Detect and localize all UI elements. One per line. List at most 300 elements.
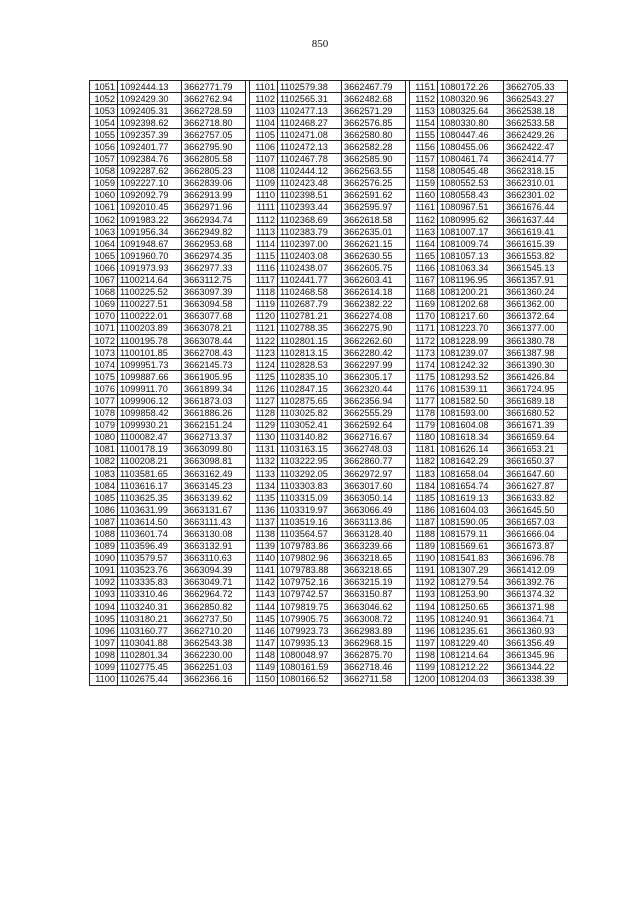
y-coordinate-cell: 3661426.84 (504, 371, 568, 383)
x-coordinate-cell: 1081604.03 (438, 504, 504, 516)
y-coordinate-cell: 3663046.62 (342, 601, 406, 613)
point-number-cell: 1123 (250, 347, 278, 359)
x-coordinate-cell: 1081293.52 (438, 371, 504, 383)
y-coordinate-cell: 3662533.58 (504, 117, 568, 129)
y-coordinate-cell: 3662310.01 (504, 177, 568, 189)
x-coordinate-cell: 1099911.70 (118, 383, 182, 395)
x-coordinate-cell: 1091983.22 (118, 214, 182, 226)
table-row (90, 238, 568, 250)
point-number-cell: 1173 (410, 347, 438, 359)
point-number-cell: 1127 (250, 395, 278, 407)
coordinate-table (89, 80, 568, 686)
x-coordinate-cell: 1079783.86 (278, 540, 342, 552)
x-coordinate-cell: 1092398.62 (118, 117, 182, 129)
y-coordinate-cell: 3662605.75 (342, 262, 406, 274)
x-coordinate-cell: 1081242.32 (438, 359, 504, 371)
x-coordinate-cell: 1103025.82 (278, 407, 342, 419)
x-coordinate-cell: 1100203.89 (118, 322, 182, 334)
table-row (90, 516, 568, 528)
y-coordinate-cell: 3661360.93 (504, 625, 568, 637)
table-row (90, 189, 568, 201)
point-number-cell: 1065 (90, 250, 118, 262)
point-number-cell: 1132 (250, 455, 278, 467)
y-coordinate-cell: 3662305.17 (342, 371, 406, 383)
x-coordinate-cell: 1081212.22 (438, 661, 504, 673)
table-row (90, 540, 568, 552)
x-coordinate-cell: 1102471.08 (278, 129, 342, 141)
point-number-cell: 1071 (90, 322, 118, 334)
x-coordinate-cell: 1080461.74 (438, 153, 504, 165)
table-row (90, 625, 568, 637)
x-coordinate-cell: 1103292.05 (278, 468, 342, 480)
x-coordinate-cell: 1103625.35 (118, 492, 182, 504)
x-coordinate-cell: 1103564.57 (278, 528, 342, 540)
y-coordinate-cell: 3662262.60 (342, 334, 406, 346)
point-number-cell: 1138 (250, 528, 278, 540)
y-coordinate-cell: 3663099.80 (182, 443, 246, 455)
y-coordinate-cell: 3662297.99 (342, 359, 406, 371)
point-number-cell: 1161 (410, 201, 438, 213)
x-coordinate-cell: 1103310.46 (118, 588, 182, 600)
table-row (90, 613, 568, 625)
y-coordinate-cell: 3661680.52 (504, 407, 568, 419)
point-number-cell: 1194 (410, 601, 438, 613)
x-coordinate-cell: 1081253.90 (438, 588, 504, 600)
x-coordinate-cell: 1103240.31 (118, 601, 182, 613)
table-row (90, 262, 568, 274)
table-row (90, 492, 568, 504)
x-coordinate-cell: 1102438.07 (278, 262, 342, 274)
point-number-cell: 1104 (250, 117, 278, 129)
y-coordinate-cell: 3662571.29 (342, 105, 406, 117)
y-coordinate-cell: 3663111.43 (182, 516, 246, 528)
point-number-cell: 1190 (410, 552, 438, 564)
x-coordinate-cell: 1102801.15 (278, 334, 342, 346)
y-coordinate-cell: 3662382.22 (342, 298, 406, 310)
x-coordinate-cell: 1091960.70 (118, 250, 182, 262)
y-coordinate-cell: 3662953.68 (182, 238, 246, 250)
table-row (90, 359, 568, 371)
table-row (90, 310, 568, 322)
x-coordinate-cell: 1099887.66 (118, 371, 182, 383)
y-coordinate-cell: 3663218.65 (342, 552, 406, 564)
x-coordinate-cell: 1103614.50 (118, 516, 182, 528)
y-coordinate-cell: 3663132.91 (182, 540, 246, 552)
x-coordinate-cell: 1102444.12 (278, 165, 342, 177)
y-coordinate-cell: 3661645.50 (504, 504, 568, 516)
y-coordinate-cell: 3662795.90 (182, 141, 246, 153)
x-coordinate-cell: 1100082.47 (118, 431, 182, 443)
y-coordinate-cell: 3662839.06 (182, 177, 246, 189)
y-coordinate-cell: 3662762.94 (182, 93, 246, 105)
y-coordinate-cell: 3662705.33 (504, 81, 568, 93)
point-number-cell: 1077 (90, 395, 118, 407)
table-row (90, 661, 568, 673)
y-coordinate-cell: 3662603.41 (342, 274, 406, 286)
y-coordinate-cell: 3662718.46 (342, 661, 406, 673)
x-coordinate-cell: 1092227.10 (118, 177, 182, 189)
point-number-cell: 1176 (410, 383, 438, 395)
y-coordinate-cell: 3663130.08 (182, 528, 246, 540)
x-coordinate-cell: 1100195.78 (118, 334, 182, 346)
y-coordinate-cell: 3662582.28 (342, 141, 406, 153)
x-coordinate-cell: 1080995.62 (438, 214, 504, 226)
x-coordinate-cell: 1079905.75 (278, 613, 342, 625)
y-coordinate-cell: 3663112.75 (182, 274, 246, 286)
y-coordinate-cell: 3661666.04 (504, 528, 568, 540)
point-number-cell: 1076 (90, 383, 118, 395)
x-coordinate-cell: 1081604.08 (438, 419, 504, 431)
point-number-cell: 1103 (250, 105, 278, 117)
point-number-cell: 1195 (410, 613, 438, 625)
point-number-cell: 1141 (250, 564, 278, 576)
x-coordinate-cell: 1099858.42 (118, 407, 182, 419)
y-coordinate-cell: 3661696.78 (504, 552, 568, 564)
table-row (90, 383, 568, 395)
x-coordinate-cell: 1080447.46 (438, 129, 504, 141)
y-coordinate-cell: 3662850.82 (182, 601, 246, 613)
table-row (90, 395, 568, 407)
point-number-cell: 1170 (410, 310, 438, 322)
point-number-cell: 1168 (410, 286, 438, 298)
x-coordinate-cell: 1100222.01 (118, 310, 182, 322)
point-number-cell: 1099 (90, 661, 118, 673)
x-coordinate-cell: 1081626.14 (438, 443, 504, 455)
x-coordinate-cell: 1081229.40 (438, 637, 504, 649)
y-coordinate-cell: 3662983.89 (342, 625, 406, 637)
y-coordinate-cell: 3661390.30 (504, 359, 568, 371)
point-number-cell: 1101 (250, 81, 278, 93)
x-coordinate-cell: 1081009.74 (438, 238, 504, 250)
point-number-cell: 1059 (90, 177, 118, 189)
x-coordinate-cell: 1100178.19 (118, 443, 182, 455)
y-coordinate-cell: 3661873.03 (182, 395, 246, 407)
point-number-cell: 1108 (250, 165, 278, 177)
x-coordinate-cell: 1103631.99 (118, 504, 182, 516)
y-coordinate-cell: 3662711.58 (342, 673, 406, 685)
table-row (90, 298, 568, 310)
point-number-cell: 1126 (250, 383, 278, 395)
table-row (90, 129, 568, 141)
y-coordinate-cell: 3662563.55 (342, 165, 406, 177)
x-coordinate-cell: 1081240.91 (438, 613, 504, 625)
point-number-cell: 1125 (250, 371, 278, 383)
y-coordinate-cell: 3662718.80 (182, 117, 246, 129)
point-number-cell: 1167 (410, 274, 438, 286)
x-coordinate-cell: 1102875.65 (278, 395, 342, 407)
y-coordinate-cell: 3662251.03 (182, 661, 246, 673)
y-coordinate-cell: 3663078.44 (182, 334, 246, 346)
x-coordinate-cell: 1102468.58 (278, 286, 342, 298)
table-row (90, 177, 568, 189)
point-number-cell: 1162 (410, 214, 438, 226)
point-number-cell: 1069 (90, 298, 118, 310)
table-row (90, 637, 568, 649)
table-row (90, 322, 568, 334)
x-coordinate-cell: 1081200.21 (438, 286, 504, 298)
x-coordinate-cell: 1080320.96 (438, 93, 504, 105)
x-coordinate-cell: 1102847.15 (278, 383, 342, 395)
point-number-cell: 1055 (90, 129, 118, 141)
table-row (90, 564, 568, 576)
x-coordinate-cell: 1092405.31 (118, 105, 182, 117)
x-coordinate-cell: 1103140.82 (278, 431, 342, 443)
table-row (90, 286, 568, 298)
point-number-cell: 1107 (250, 153, 278, 165)
y-coordinate-cell: 3662618.58 (342, 214, 406, 226)
table-row (90, 468, 568, 480)
x-coordinate-cell: 1079783.88 (278, 564, 342, 576)
y-coordinate-cell: 3661372.64 (504, 310, 568, 322)
y-coordinate-cell: 3662971.96 (182, 201, 246, 213)
table-row (90, 226, 568, 238)
y-coordinate-cell: 3661374.32 (504, 588, 568, 600)
point-number-cell: 1130 (250, 431, 278, 443)
y-coordinate-cell: 3662366.16 (182, 673, 246, 685)
point-number-cell: 1086 (90, 504, 118, 516)
y-coordinate-cell: 3662934.74 (182, 214, 246, 226)
x-coordinate-cell: 1081642.29 (438, 455, 504, 467)
table-row (90, 588, 568, 600)
table-row (90, 117, 568, 129)
table-row (90, 528, 568, 540)
coordinate-table-body (90, 81, 568, 686)
y-coordinate-cell: 3662320.44 (342, 383, 406, 395)
y-coordinate-cell: 3662771.79 (182, 81, 246, 93)
point-number-cell: 1091 (90, 564, 118, 576)
y-coordinate-cell: 3663094.58 (182, 298, 246, 310)
point-number-cell: 1183 (410, 468, 438, 480)
point-number-cell: 1169 (410, 298, 438, 310)
x-coordinate-cell: 1103616.17 (118, 480, 182, 492)
point-number-cell: 1057 (90, 153, 118, 165)
point-number-cell: 1062 (90, 214, 118, 226)
y-coordinate-cell: 3663150.87 (342, 588, 406, 600)
x-coordinate-cell: 1102788.35 (278, 322, 342, 334)
x-coordinate-cell: 1081593.00 (438, 407, 504, 419)
point-number-cell: 1198 (410, 649, 438, 661)
point-number-cell: 1053 (90, 105, 118, 117)
y-coordinate-cell: 3661724.95 (504, 383, 568, 395)
y-coordinate-cell: 3662422.47 (504, 141, 568, 153)
y-coordinate-cell: 3662429.26 (504, 129, 568, 141)
point-number-cell: 1073 (90, 347, 118, 359)
point-number-cell: 1142 (250, 576, 278, 588)
x-coordinate-cell: 1103335.83 (118, 576, 182, 588)
table-row (90, 153, 568, 165)
y-coordinate-cell: 3661357.91 (504, 274, 568, 286)
point-number-cell: 1131 (250, 443, 278, 455)
x-coordinate-cell: 1102398.51 (278, 189, 342, 201)
point-number-cell: 1155 (410, 129, 438, 141)
y-coordinate-cell: 3662414.77 (504, 153, 568, 165)
y-coordinate-cell: 3662543.27 (504, 93, 568, 105)
table-row (90, 480, 568, 492)
point-number-cell: 1074 (90, 359, 118, 371)
x-coordinate-cell: 1099906.12 (118, 395, 182, 407)
point-number-cell: 1156 (410, 141, 438, 153)
x-coordinate-cell: 1103052.41 (278, 419, 342, 431)
point-number-cell: 1147 (250, 637, 278, 649)
x-coordinate-cell: 1099930.21 (118, 419, 182, 431)
x-coordinate-cell: 1081579.11 (438, 528, 504, 540)
point-number-cell: 1088 (90, 528, 118, 540)
point-number-cell: 1110 (250, 189, 278, 201)
x-coordinate-cell: 1100208.21 (118, 455, 182, 467)
point-number-cell: 1085 (90, 492, 118, 504)
point-number-cell: 1117 (250, 274, 278, 286)
point-number-cell: 1058 (90, 165, 118, 177)
y-coordinate-cell: 3662591.62 (342, 189, 406, 201)
y-coordinate-cell: 3662737.50 (182, 613, 246, 625)
y-coordinate-cell: 3663139.62 (182, 492, 246, 504)
x-coordinate-cell: 1080172.26 (438, 81, 504, 93)
y-coordinate-cell: 3661364.71 (504, 613, 568, 625)
point-number-cell: 1115 (250, 250, 278, 262)
x-coordinate-cell: 1080048.97 (278, 649, 342, 661)
y-coordinate-cell: 3662716.67 (342, 431, 406, 443)
y-coordinate-cell: 3661371.98 (504, 601, 568, 613)
y-coordinate-cell: 3662748.03 (342, 443, 406, 455)
point-number-cell: 1121 (250, 322, 278, 334)
x-coordinate-cell: 1080558.43 (438, 189, 504, 201)
y-coordinate-cell: 3663113.86 (342, 516, 406, 528)
point-number-cell: 1114 (250, 238, 278, 250)
x-coordinate-cell: 1080455.06 (438, 141, 504, 153)
y-coordinate-cell: 3662757.05 (182, 129, 246, 141)
x-coordinate-cell: 1102397.00 (278, 238, 342, 250)
x-coordinate-cell: 1103601.74 (118, 528, 182, 540)
table-row (90, 105, 568, 117)
table-row (90, 347, 568, 359)
point-number-cell: 1179 (410, 419, 438, 431)
point-number-cell: 1054 (90, 117, 118, 129)
point-number-cell: 1145 (250, 613, 278, 625)
y-coordinate-cell: 3663131.67 (182, 504, 246, 516)
point-number-cell: 1158 (410, 165, 438, 177)
y-coordinate-cell: 3662280.42 (342, 347, 406, 359)
x-coordinate-cell: 1103319.97 (278, 504, 342, 516)
x-coordinate-cell: 1100101.85 (118, 347, 182, 359)
y-coordinate-cell: 3662145.73 (182, 359, 246, 371)
x-coordinate-cell: 1081235.61 (438, 625, 504, 637)
x-coordinate-cell: 1102579.38 (278, 81, 342, 93)
point-number-cell: 1116 (250, 262, 278, 274)
y-coordinate-cell: 3662580.80 (342, 129, 406, 141)
y-coordinate-cell: 3663239.66 (342, 540, 406, 552)
y-coordinate-cell: 3662538.18 (504, 105, 568, 117)
x-coordinate-cell: 1102565.31 (278, 93, 342, 105)
table-row (90, 407, 568, 419)
y-coordinate-cell: 3661362.00 (504, 298, 568, 310)
point-number-cell: 1184 (410, 480, 438, 492)
point-number-cell: 1122 (250, 334, 278, 346)
point-number-cell: 1193 (410, 588, 438, 600)
table-row (90, 649, 568, 661)
y-coordinate-cell: 3663162.49 (182, 468, 246, 480)
y-coordinate-cell: 3663218.65 (342, 564, 406, 576)
point-number-cell: 1148 (250, 649, 278, 661)
point-number-cell: 1124 (250, 359, 278, 371)
point-number-cell: 1192 (410, 576, 438, 588)
x-coordinate-cell: 1102423.48 (278, 177, 342, 189)
x-coordinate-cell: 1081541.83 (438, 552, 504, 564)
table-row (90, 371, 568, 383)
table-row (90, 201, 568, 213)
point-number-cell: 1174 (410, 359, 438, 371)
x-coordinate-cell: 1081590.05 (438, 516, 504, 528)
point-number-cell: 1178 (410, 407, 438, 419)
point-number-cell: 1140 (250, 552, 278, 564)
y-coordinate-cell: 3661657.03 (504, 516, 568, 528)
x-coordinate-cell: 1080161.59 (278, 661, 342, 673)
point-number-cell: 1112 (250, 214, 278, 226)
y-coordinate-cell: 3663017.60 (342, 480, 406, 492)
x-coordinate-cell: 1081057.13 (438, 250, 504, 262)
y-coordinate-cell: 3661392.76 (504, 576, 568, 588)
table-row (90, 250, 568, 262)
x-coordinate-cell: 1081204.03 (438, 673, 504, 685)
x-coordinate-cell: 1092010.45 (118, 201, 182, 213)
point-number-cell: 1056 (90, 141, 118, 153)
point-number-cell: 1095 (90, 613, 118, 625)
point-number-cell: 1189 (410, 540, 438, 552)
y-coordinate-cell: 3662964.72 (182, 588, 246, 600)
point-number-cell: 1164 (410, 238, 438, 250)
x-coordinate-cell: 1102368.69 (278, 214, 342, 226)
x-coordinate-cell: 1079935.13 (278, 637, 342, 649)
point-number-cell: 1182 (410, 455, 438, 467)
point-number-cell: 1197 (410, 637, 438, 649)
y-coordinate-cell: 3663098.81 (182, 455, 246, 467)
point-number-cell: 1090 (90, 552, 118, 564)
y-coordinate-cell: 3661886.26 (182, 407, 246, 419)
table-row (90, 214, 568, 226)
y-coordinate-cell: 3663066.49 (342, 504, 406, 516)
x-coordinate-cell: 1081202.68 (438, 298, 504, 310)
point-number-cell: 1051 (90, 81, 118, 93)
x-coordinate-cell: 1081196.95 (438, 274, 504, 286)
y-coordinate-cell: 3662974.35 (182, 250, 246, 262)
point-number-cell: 1186 (410, 504, 438, 516)
x-coordinate-cell: 1102472.13 (278, 141, 342, 153)
y-coordinate-cell: 3661905.95 (182, 371, 246, 383)
point-number-cell: 1111 (250, 201, 278, 213)
table-row (90, 504, 568, 516)
y-coordinate-cell: 3663078.21 (182, 322, 246, 334)
x-coordinate-cell: 1100214.64 (118, 274, 182, 286)
y-coordinate-cell: 3663110.63 (182, 552, 246, 564)
point-number-cell: 1159 (410, 177, 438, 189)
point-number-cell: 1102 (250, 93, 278, 105)
point-number-cell: 1089 (90, 540, 118, 552)
point-number-cell: 1068 (90, 286, 118, 298)
point-number-cell: 1079 (90, 419, 118, 431)
x-coordinate-cell: 1081307.29 (438, 564, 504, 576)
y-coordinate-cell: 3663050.14 (342, 492, 406, 504)
y-coordinate-cell: 3661380.78 (504, 334, 568, 346)
point-number-cell: 1083 (90, 468, 118, 480)
point-number-cell: 1119 (250, 298, 278, 310)
y-coordinate-cell: 3662805.23 (182, 165, 246, 177)
point-number-cell: 1175 (410, 371, 438, 383)
y-coordinate-cell: 3662467.79 (342, 81, 406, 93)
x-coordinate-cell: 1081569.61 (438, 540, 504, 552)
y-coordinate-cell: 3661377.00 (504, 322, 568, 334)
point-number-cell: 1129 (250, 419, 278, 431)
y-coordinate-cell: 3662301.02 (504, 189, 568, 201)
y-coordinate-cell: 3663145.23 (182, 480, 246, 492)
